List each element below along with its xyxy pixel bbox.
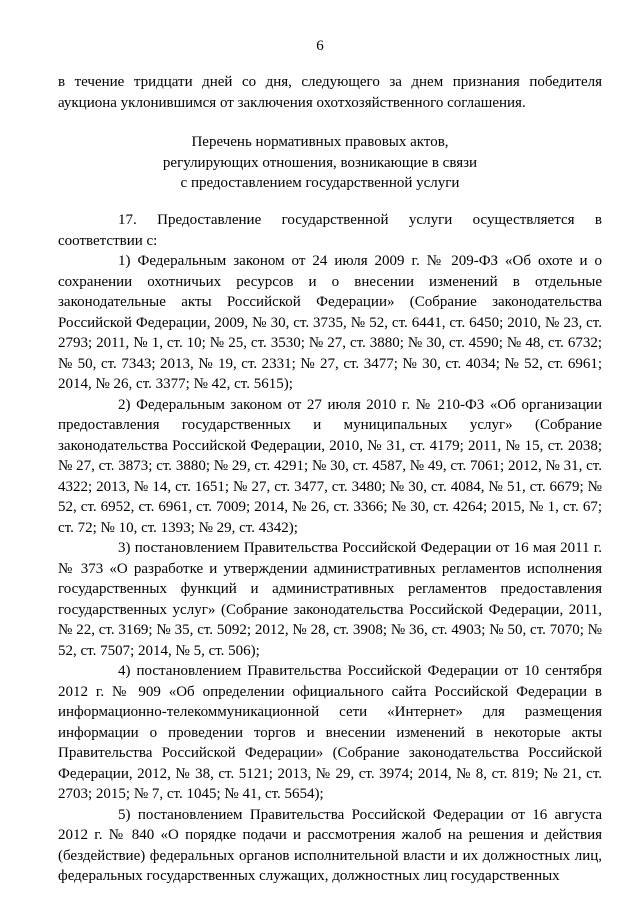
section-heading (0, 132, 640, 194)
list-item-1: 1) Федеральным законом от 24 июля 2009 г. № 209-ФЗ «Об охоте и о сохранении охотничьих ресурсов и о внесении изменений в отдельные законодательные акты Российской Федерации» (Собрание законодательства Российской Федерации, 2009, № 30, ст. 3735, № 52, ст. 6441, ст. 6450; 2010, № 23, ст. 2793; 2011, № 1, ст. 10; № 25, ст. 3530; № 27, ст. 3880; № 30, ст. 4590; № 48, ст. 6732; № 50, ст. 7343; 2013, № 19, ст. 2331; № 27, ст. 3477; № 30, ст. 4034; № 52, ст. 6961; 2014, № 26, ст. 3377; № 42, ст. 5615); (58, 253, 602, 392)
list-item-5: 5) постановлением Правительства Российской Федерации от 16 августа 2012 г. № 840 «О порядке подачи и рассмотрения жалоб на решения и действия (бездействие) федеральных органов исполнительной власти и их должностных лиц, федеральных государственных служащих, должностных лиц государственных (58, 806, 602, 884)
section-heading-line-1: Перечень нормативных правовых актов, (191, 134, 449, 150)
section-heading-line-2: регулирующих отношения, возникающие в связи (162, 154, 478, 171)
document-body (58, 210, 602, 887)
list-item-3: 3) постановлением Правительства Российской Федерации от 16 мая 2011 г. № 373 «О разработке и утверждении административных регламентов исполнения государственных функций и административных регламентов предоставления государственных услуг» (Собрание законодательства Российской Федерации, 2011, № 22, ст. 3169; № 35, ст. 5092; 2012, № 28, ст. 3908; № 36, ст. 4903; № 50, ст. 7070; № 52, ст. 7507; 2014, № 5, ст. 506); (58, 540, 602, 659)
paragraph-17: 17. Предоставление государственной услуги осуществляется в соответствии с: (58, 212, 602, 249)
list-item-2: 2) Федеральным законом от 27 июля 2010 г. № 210-ФЗ «Об организации предоставления государственных и муниципальных услуг» (Собрание законодательства Российской Федерации, 2010, № 31, ст. 4179; 2011, № 15, ст. 2038; № 27, ст. 3873; ст. 3880; № 29, ст. 4291; № 30, ст. 4587, № 49, ст. 7061; 2012, № 31, ст. 4322; 2013, № 14, ст. 1651; № 27, ст. 3477, ст. 3480; № 30, ст. 4084, № 51, ст. 6679; № 52, ст. 6952, ст. 6961, ст. 7009; 2014, № 26, ст. 3366; № 30, ст. 4264; 2015, № 1, ст. 67; ст. 72; № 10, ст. 1393; № 29, ст. 4342); (58, 396, 602, 536)
page-number: 6 (316, 38, 324, 54)
section-heading-line-3: с предоставлением государственной услуги (180, 175, 460, 191)
intro-paragraph: в течение тридцати дней со дня, следующего за днем признания победителя аукциона уклонившимся от заключения охотхозяйственного соглашения. (58, 74, 602, 111)
list-item-4: 4) постановлением Правительства Российской Федерации от 10 сентября 2012 г. № 909 «Об определении официального сайта Российской Федерации в информационно-телекоммуникационной сети «Интернет» для размещения информации о проведении торгов и внесении изменений в некоторые акты Правительства Российской Федерации» (Собрание законодательства Российской Федерации, 2012, № 38, ст. 5121; 2013, № 29, ст. 3974; 2014, № 8, ст. 819; № 21, ст. 2703; 2015; № 7, ст. 1045; № 41, ст. 5654); (58, 663, 602, 802)
